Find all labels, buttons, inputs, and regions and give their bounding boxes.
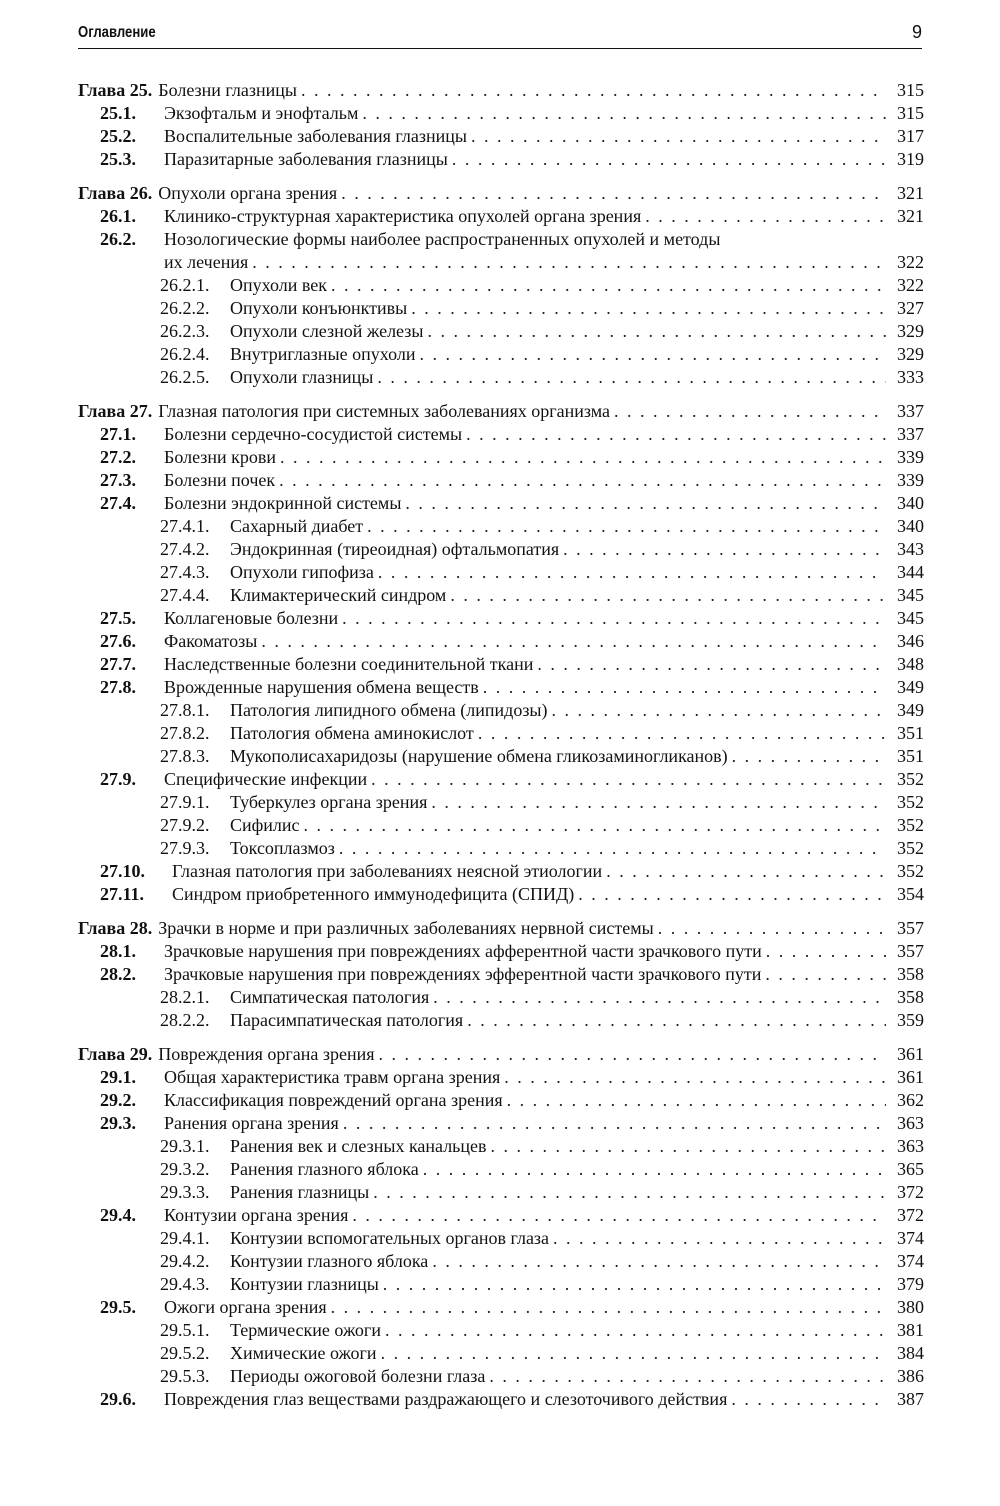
dot-leader: [343, 1112, 886, 1135]
running-head-title: Оглавление: [78, 24, 156, 41]
toc-entry-page: 351: [897, 746, 924, 766]
toc-entry-number: 25.2.: [100, 126, 136, 146]
toc-entry-page: 354: [897, 884, 924, 904]
dot-leader: [431, 791, 886, 814]
dot-leader: [478, 722, 886, 745]
toc-chapter-entry[interactable]: [78, 400, 924, 423]
toc-entry-title: Нозологические формы наиболее распространенных опухолей и методы: [164, 229, 721, 249]
toc-entry-title: Воспалительные заболевания глазницы: [164, 126, 467, 146]
toc-entry-page: 329: [897, 321, 924, 341]
toc-entry-title: Ранения органа зрения: [164, 1113, 339, 1133]
dot-leader: [367, 515, 886, 538]
toc-entry-page: 345: [897, 585, 924, 605]
toc-section-entry[interactable]: [78, 1066, 924, 1089]
toc-entry-page: 321: [897, 206, 924, 226]
toc-entry-page: 358: [897, 964, 924, 984]
toc-entry-page: 365: [897, 1159, 924, 1179]
toc-section-entry[interactable]: [78, 630, 924, 653]
toc-entry-title: Наследственные болезни соединительной ткани: [164, 654, 534, 674]
dot-leader: [362, 102, 886, 125]
dot-leader: [371, 768, 886, 791]
toc-entry-number: 27.8.1.: [160, 700, 210, 720]
toc-subsection-entry[interactable]: [78, 1365, 924, 1388]
toc-entry-page: 359: [897, 1010, 924, 1030]
dot-leader: [383, 1273, 886, 1296]
toc-entry-number: 25.1.: [100, 103, 136, 123]
toc-entry-page: 381: [897, 1320, 924, 1340]
dot-leader: [342, 607, 886, 630]
dot-leader: [419, 343, 886, 366]
running-head: [78, 22, 922, 49]
dot-leader: [301, 79, 886, 102]
toc-entry-number: 28.2.2.: [160, 1010, 210, 1030]
toc-entry-title: Симпатическая патология: [230, 987, 430, 1007]
toc-entry-number: 27.8.3.: [160, 746, 210, 766]
dot-leader: [339, 837, 886, 860]
toc-subsection-entry[interactable]: [78, 722, 924, 745]
toc-chapter-entry[interactable]: [78, 182, 924, 205]
toc-entry-number: 29.3.3.: [160, 1182, 210, 1202]
toc-entry-title: Зрачковые нарушения при повреждениях афферентной части зрачкового пути: [164, 941, 762, 961]
toc-entry-title: Опухоли слезной железы: [230, 321, 424, 341]
page-number: 9: [911, 22, 922, 42]
toc-entry-page: 352: [897, 815, 924, 835]
dot-leader: [537, 653, 886, 676]
toc-entry-title: Повреждения глаз веществами раздражающего и слезоточивого действия: [164, 1389, 728, 1409]
toc-entry-number: 29.2.: [100, 1090, 136, 1110]
dot-leader: [280, 446, 886, 469]
dot-leader: [341, 182, 886, 205]
toc-entry-number: 29.5.3.: [160, 1366, 210, 1386]
toc-entry-page: 372: [897, 1182, 924, 1202]
toc-entry-number: 29.4.: [100, 1205, 136, 1225]
toc-entry-title: Болезни эндокринной системы: [164, 493, 402, 513]
toc-section-entry[interactable]: [78, 963, 924, 986]
toc-entry-title: Эндокринная (тиреоидная) офтальмопатия: [230, 539, 560, 559]
toc-subsection-entry[interactable]: [78, 538, 924, 561]
dot-leader: [304, 814, 886, 837]
toc-entry-page: 386: [897, 1366, 924, 1386]
toc-entry-title: Патология обмена аминокислот: [230, 723, 474, 743]
dot-leader: [377, 366, 886, 389]
toc-entry-page: 339: [897, 470, 924, 490]
toc-entry-number: 26.2.3.: [160, 321, 210, 341]
toc-entry-number: 29.4.2.: [160, 1251, 210, 1271]
toc-entry-number: 27.10.: [100, 861, 145, 881]
toc-chapter-group: [78, 1043, 924, 1411]
dot-leader: [563, 538, 886, 561]
dot-leader: [352, 1204, 886, 1227]
toc-entry-title: Периоды ожоговой болезни глаза: [230, 1366, 486, 1386]
dot-leader: [385, 1319, 886, 1342]
toc-entry-title: Зрачковые нарушения при повреждениях эфферентной части зрачкового пути: [164, 964, 762, 984]
toc-subsection-entry[interactable]: [78, 837, 924, 860]
toc-entry-number: 25.3.: [100, 149, 136, 169]
toc-section-entry[interactable]: [78, 1112, 924, 1135]
toc-entry-page: 333: [897, 367, 924, 387]
toc-section-entry[interactable]: [78, 446, 924, 469]
toc-section-entry[interactable]: [78, 1296, 924, 1319]
toc-chapter-group: [78, 79, 924, 171]
dot-leader: [658, 917, 886, 940]
toc-entry-title: Синдром приобретенного иммунодефицита (СПИД): [172, 884, 575, 904]
toc-entry-number: Глава 29.: [78, 1044, 153, 1064]
toc-entry-number: 29.5.1.: [160, 1320, 210, 1340]
toc-entry-page: 319: [897, 149, 924, 169]
toc-entry-title: Зрачки в норме и при различных заболеваниях нервной системы: [158, 918, 654, 938]
dot-leader: [483, 676, 886, 699]
toc-entry-title-continued: их лечения: [164, 252, 249, 272]
toc-entry-page: 374: [897, 1228, 924, 1248]
toc-section-entry[interactable]: [78, 860, 924, 883]
toc-entry-title: Ранения век и слезных канальцев: [230, 1136, 487, 1156]
toc-section-entry[interactable]: [78, 125, 924, 148]
toc-entry-number: 27.4.2.: [160, 539, 210, 559]
toc-entry-number: 28.1.: [100, 941, 136, 961]
toc-entry-page: 315: [897, 103, 924, 123]
toc-entry-title: Контузии глазного яблока: [230, 1251, 429, 1271]
toc-subsection-entry[interactable]: [78, 1250, 924, 1273]
toc-entry-page: 380: [897, 1297, 924, 1317]
dot-leader: [261, 630, 886, 653]
toc-entry-page: 351: [897, 723, 924, 743]
toc-entry-number: 26.2.: [100, 229, 136, 249]
toc-entry-title: Опухоли гипофиза: [230, 562, 374, 582]
toc-entry-number: 27.9.: [100, 769, 136, 789]
dot-leader: [606, 860, 886, 883]
dot-leader: [645, 205, 886, 228]
dot-leader: [466, 423, 886, 446]
toc-entry-title: Паразитарные заболевания глазницы: [164, 149, 448, 169]
toc-subsection-entry[interactable]: [78, 814, 924, 837]
toc-subsection-entry[interactable]: [78, 986, 924, 1009]
dot-leader: [553, 1227, 886, 1250]
toc-subsection-entry[interactable]: [78, 1135, 924, 1158]
toc-entry-page: 346: [897, 631, 924, 651]
toc-entry-title: Болезни почек: [164, 470, 276, 490]
toc-entry-number: Глава 28.: [78, 918, 153, 938]
toc-entry-number: 29.1.: [100, 1067, 136, 1087]
toc-entry-page: 362: [897, 1090, 924, 1110]
dot-leader: [467, 1009, 886, 1032]
toc-subsection-entry[interactable]: [78, 745, 924, 768]
toc-entry-title: Коллагеновые болезни: [164, 608, 339, 628]
toc-entry-title: Специфические инфекции: [164, 769, 368, 789]
toc-entry-number: 27.9.3.: [160, 838, 210, 858]
toc-entry-title: Глазная патология при системных заболеваниях организма: [158, 401, 610, 421]
toc-entry-page: 321: [897, 183, 924, 203]
toc-subsection-entry[interactable]: [78, 274, 924, 297]
toc-section-entry[interactable]: [78, 653, 924, 676]
dot-leader: [504, 1066, 886, 1089]
toc-entry-title: Контузии органа зрения: [164, 1205, 349, 1225]
dot-leader: [552, 699, 886, 722]
toc-entry-title: Болезни сердечно-сосудистой системы: [164, 424, 463, 444]
toc-entry-page: 343: [897, 539, 924, 559]
toc-chapter-group: [78, 400, 924, 906]
toc-subsection-entry[interactable]: [78, 791, 924, 814]
dot-leader: [731, 1388, 886, 1411]
dot-leader: [379, 1043, 886, 1066]
toc-entry-number: 27.1.: [100, 424, 136, 444]
dot-leader: [423, 1158, 886, 1181]
toc-section-entry[interactable]: [78, 423, 924, 446]
toc-entry-title: Внутриглазные опухоли: [230, 344, 416, 364]
toc-section-entry[interactable]: [78, 883, 924, 906]
toc-entry-page: 357: [897, 941, 924, 961]
dot-leader: [450, 584, 886, 607]
toc-entry-number: 27.2.: [100, 447, 136, 467]
toc-entry-number: 26.1.: [100, 206, 136, 226]
toc-subsection-entry[interactable]: [78, 1009, 924, 1032]
dot-leader: [432, 1250, 886, 1273]
toc-subsection-entry[interactable]: [78, 320, 924, 343]
toc-entry-number: 27.7.: [100, 654, 136, 674]
toc-entry-page: 345: [897, 608, 924, 628]
toc-entry-title: Ожоги органа зрения: [164, 1297, 327, 1317]
toc-entry-page: 372: [897, 1205, 924, 1225]
toc-entry-page: 358: [897, 987, 924, 1007]
dot-leader: [331, 274, 886, 297]
toc-subsection-entry[interactable]: [78, 343, 924, 366]
dot-leader: [279, 469, 886, 492]
toc-subsection-entry[interactable]: [78, 1227, 924, 1250]
toc-entry-page: 337: [897, 424, 924, 444]
toc-entry-page: 349: [897, 700, 924, 720]
toc-chapter-entry[interactable]: [78, 1043, 924, 1066]
toc-entry-page: 379: [897, 1274, 924, 1294]
toc-entry-page: 344: [897, 562, 924, 582]
toc-subsection-entry[interactable]: [78, 1158, 924, 1181]
toc-entry-number: 29.6.: [100, 1389, 136, 1409]
dot-leader: [433, 986, 886, 1009]
toc-entry-page: 315: [897, 80, 924, 100]
toc-entry-title: Ранения глазного яблока: [230, 1159, 419, 1179]
toc-subsection-entry[interactable]: [78, 366, 924, 389]
toc-entry-number: 27.3.: [100, 470, 136, 490]
dot-leader: [491, 1135, 887, 1158]
toc-entry-number: 29.4.3.: [160, 1274, 210, 1294]
toc-chapter-entry[interactable]: [78, 917, 924, 940]
toc-entry-page: 317: [897, 126, 924, 146]
toc-section-entry[interactable]: [78, 1089, 924, 1112]
toc-section-entry[interactable]: [78, 469, 924, 492]
dot-leader: [373, 1181, 886, 1204]
toc-entry-number: 27.4.4.: [160, 585, 210, 605]
dot-leader: [331, 1296, 886, 1319]
toc-entry-page: 363: [897, 1136, 924, 1156]
toc-chapter-entry[interactable]: [78, 79, 924, 102]
toc-entry-page: 329: [897, 344, 924, 364]
toc-section-entry[interactable]: [78, 492, 924, 515]
toc-entry-number: 27.6.: [100, 631, 136, 651]
toc-entry-page: 322: [897, 275, 924, 295]
toc-entry-title: Химические ожоги: [230, 1343, 377, 1363]
toc-entry-title: Опухоли органа зрения: [158, 183, 338, 203]
toc-entry-title: Парасимпатическая патология: [230, 1010, 464, 1030]
dot-leader: [427, 320, 886, 343]
toc-entry-page: 340: [897, 493, 924, 513]
toc-subsection-entry[interactable]: [78, 1342, 924, 1365]
toc-entry-number: 27.5.: [100, 608, 136, 628]
toc-subsection-entry[interactable]: [78, 515, 924, 538]
toc-entry-page: 322: [897, 252, 924, 272]
toc-entry-title: Климактерический синдром: [230, 585, 447, 605]
toc-entry-page: 352: [897, 792, 924, 812]
toc-section-entry[interactable]: [78, 228, 924, 274]
dot-leader: [411, 297, 886, 320]
toc-section-entry[interactable]: [78, 1388, 924, 1411]
toc-entry-number: 27.9.1.: [160, 792, 210, 812]
toc-entry-title: Сахарный диабет: [230, 516, 364, 536]
toc-entry-title: Врожденные нарушения обмена веществ: [164, 677, 479, 697]
toc-subsection-entry[interactable]: [78, 297, 924, 320]
toc-section-entry[interactable]: [78, 205, 924, 228]
toc-entry-number: 29.5.: [100, 1297, 136, 1317]
dot-leader: [766, 940, 886, 963]
toc-entry-page: 352: [897, 838, 924, 858]
toc-entry-number: 28.2.1.: [160, 987, 210, 1007]
toc-entry-number: 27.9.2.: [160, 815, 210, 835]
toc-entry-title: Клинико-структурная характеристика опухолей органа зрения: [164, 206, 642, 226]
toc-subsection-entry[interactable]: [78, 561, 924, 584]
toc-entry-number: 26.2.2.: [160, 298, 210, 318]
dot-leader: [378, 561, 886, 584]
toc-entry-title: Экзофтальм и энофтальм: [164, 103, 359, 123]
toc-entry-page: 374: [897, 1251, 924, 1271]
toc-entry-page: 352: [897, 861, 924, 881]
dot-leader: [489, 1365, 886, 1388]
toc-entry-number: 26.2.1.: [160, 275, 210, 295]
dot-leader: [405, 492, 886, 515]
toc-entry-number: 27.8.2.: [160, 723, 210, 743]
toc-entry-page: 357: [897, 918, 924, 938]
toc-entry-title: Болезни крови: [164, 447, 277, 467]
toc-entry-page: 339: [897, 447, 924, 467]
toc-entry-number: 29.4.1.: [160, 1228, 210, 1248]
toc-entry-page: 363: [897, 1113, 924, 1133]
toc-section-entry[interactable]: [78, 148, 924, 171]
dot-leader: [507, 1089, 886, 1112]
toc-section-entry[interactable]: [78, 676, 924, 699]
toc-entry-number: 27.4.1.: [160, 516, 210, 536]
toc-section-entry[interactable]: [78, 607, 924, 630]
toc-entry-title: Сифилис: [230, 815, 300, 835]
toc-entry-title: Контузии вспомогательных органов глаза: [230, 1228, 550, 1248]
toc-entry-number: 29.3.1.: [160, 1136, 210, 1156]
toc-entry-title: Факоматозы: [164, 631, 258, 651]
dot-leader: [471, 125, 886, 148]
toc-section-entry[interactable]: [78, 940, 924, 963]
toc-entry-title: Токсоплазмоз: [230, 838, 335, 858]
toc-chapter-group: [78, 182, 924, 389]
toc-entry-title: Общая характеристика травм органа зрения: [164, 1067, 501, 1087]
toc-entry-title: Ранения глазницы: [230, 1182, 370, 1202]
dot-leader: [765, 963, 886, 986]
toc-entry-title: Опухоли конъюнктивы: [230, 298, 408, 318]
toc-entry-number: 29.3.2.: [160, 1159, 210, 1179]
toc-entry-number: 27.4.: [100, 493, 136, 513]
dot-leader: [614, 400, 886, 423]
dot-leader: [732, 745, 886, 768]
toc-entry-number: 27.11.: [100, 884, 145, 904]
toc-entry-number: Глава 27.: [78, 401, 153, 421]
dot-leader: [252, 251, 886, 274]
toc-entry-title: Термические ожоги: [230, 1320, 381, 1340]
dot-leader: [381, 1342, 886, 1365]
toc-entry-title: Классификация повреждений органа зрения: [164, 1090, 503, 1110]
toc-entry-number: 27.4.3.: [160, 562, 210, 582]
toc-entry-title: Туберкулез органа зрения: [230, 792, 428, 812]
toc-entry-page: 361: [897, 1067, 924, 1087]
toc-entry-page: 337: [897, 401, 924, 421]
toc-entry-number: Глава 26.: [78, 183, 153, 203]
toc-subsection-entry[interactable]: [78, 1319, 924, 1342]
toc-entry-page: 327: [897, 298, 924, 318]
toc-entry-number: 28.2.: [100, 964, 136, 984]
toc-entry-number: 29.5.2.: [160, 1343, 210, 1363]
dot-leader: [578, 883, 886, 906]
toc-subsection-entry[interactable]: [78, 584, 924, 607]
toc-entry-title: Контузии глазницы: [230, 1274, 379, 1294]
toc-entry-page: 340: [897, 516, 924, 536]
toc-entry-page: 348: [897, 654, 924, 674]
toc-section-entry[interactable]: [78, 1204, 924, 1227]
toc-entry-number: 26.2.4.: [160, 344, 210, 364]
toc-entry-page: 384: [897, 1343, 924, 1363]
toc-entry-page: 352: [897, 769, 924, 789]
table-of-contents: [78, 79, 924, 1422]
toc-section-entry[interactable]: [78, 768, 924, 791]
toc-entry-title: Опухоли глазницы: [230, 367, 374, 387]
toc-entry-title: Болезни глазницы: [158, 80, 297, 100]
toc-entry-page: 349: [897, 677, 924, 697]
toc-section-entry[interactable]: [78, 102, 924, 125]
toc-entry-number: 27.8.: [100, 677, 136, 697]
toc-entry-title: Глазная патология при заболеваниях неясной этиологии: [172, 861, 603, 881]
toc-subsection-entry[interactable]: [78, 699, 924, 722]
toc-entry-title: Повреждения органа зрения: [158, 1044, 375, 1064]
toc-entry-page: 387: [897, 1389, 924, 1409]
toc-entry-title: Патология липидного обмена (липидозы): [230, 700, 548, 720]
toc-entry-title: Опухоли век: [230, 275, 327, 295]
dot-leader: [452, 148, 886, 171]
toc-entry-number: 26.2.5.: [160, 367, 210, 387]
toc-subsection-entry[interactable]: [78, 1181, 924, 1204]
toc-entry-number: 29.3.: [100, 1113, 136, 1133]
toc-subsection-entry[interactable]: [78, 1273, 924, 1296]
toc-entry-number: Глава 25.: [78, 80, 153, 100]
toc-entry-title: Мукополисахаридозы (нарушение обмена гликозаминогликанов): [230, 746, 728, 766]
toc-chapter-group: [78, 917, 924, 1032]
toc-entry-page: 361: [897, 1044, 924, 1064]
